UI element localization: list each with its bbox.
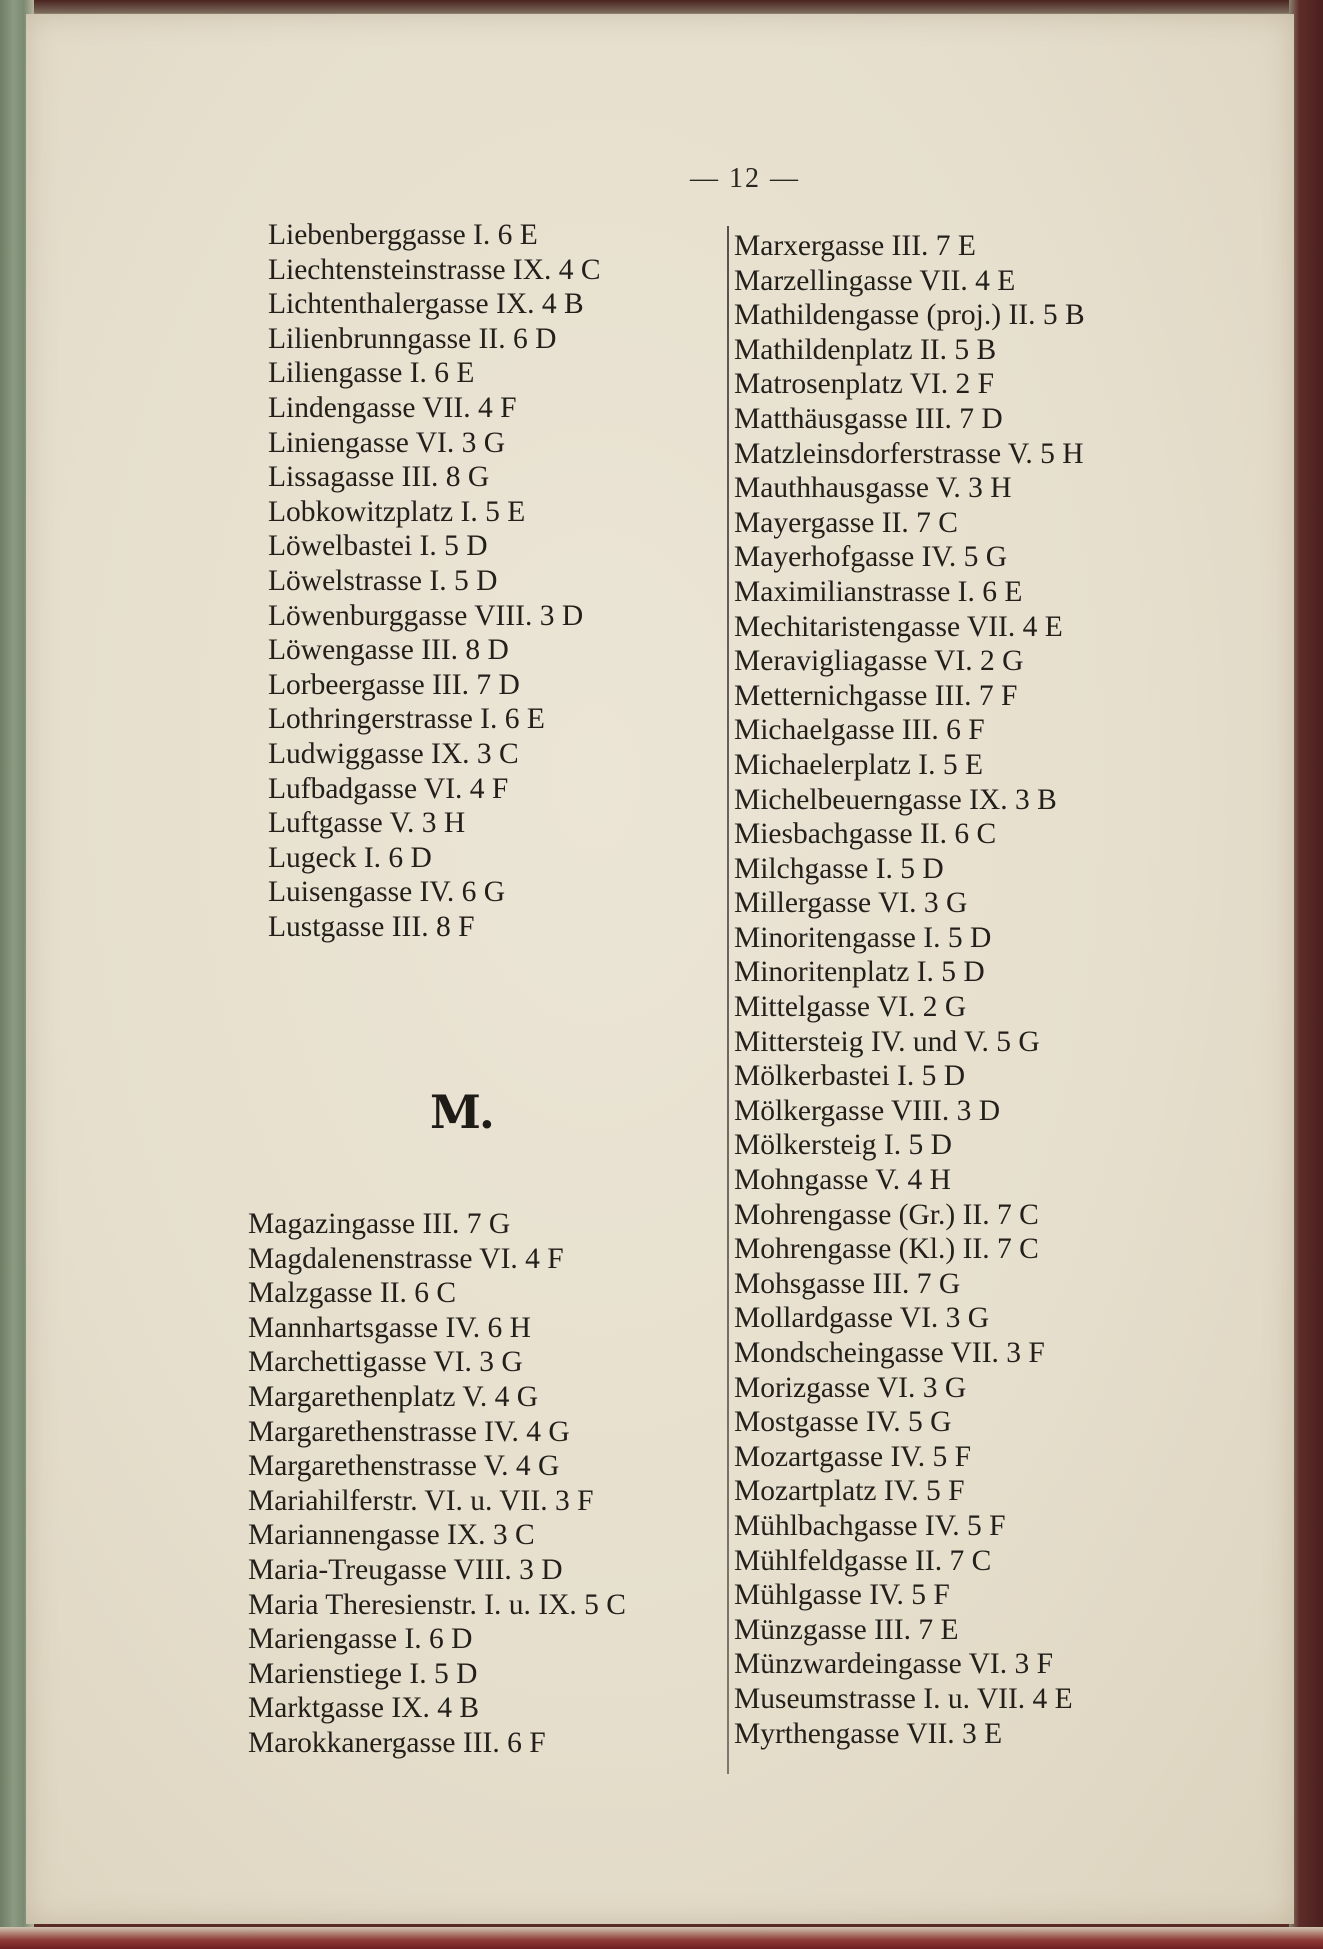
street-entry: Ludwiggasse IX. 3 C <box>268 737 519 770</box>
street-entry: Luftgasse V. 3 H <box>268 807 466 840</box>
street-entry: Marchettigasse VI. 3 G <box>248 1346 523 1379</box>
page-number: — 12 — <box>690 163 800 194</box>
street-entry: Mostgasse IV. 5 G <box>734 1406 952 1439</box>
street-entry: Mauthhausgasse V. 3 H <box>734 472 1012 505</box>
street-entry: Marktgasse IX. 4 B <box>248 1692 480 1725</box>
street-entry: Maximilianstrasse I. 6 E <box>734 575 1023 608</box>
street-entry: Matthäusgasse III. 7 D <box>734 402 1003 435</box>
street-entry: Mathildengasse (proj.) II. 5 B <box>734 299 1085 332</box>
street-entry: Liniengasse VI. 3 G <box>268 426 506 459</box>
street-entry: Löwengasse III. 8 D <box>268 634 509 667</box>
street-entry: Lothringerstrasse I. 6 E <box>268 703 545 736</box>
street-entry: Michelbeuerngasse IX. 3 B <box>734 783 1057 816</box>
street-entry: Mohsgasse III. 7 G <box>734 1267 961 1300</box>
street-entry: Mayergasse II. 7 C <box>734 506 958 539</box>
street-entry: Mühlfeldgasse II. 7 C <box>734 1544 992 1577</box>
street-entry: Mayerhofgasse IV. 5 G <box>734 541 1008 574</box>
street-entry: Marokkanergasse III. 6 F <box>248 1726 546 1759</box>
street-entry: Maria-Treugasse VIII. 3 D <box>248 1553 563 1586</box>
street-entry: Morizgasse VI. 3 G <box>734 1371 967 1404</box>
street-entry: Mariahilferstr. VI. u. VII. 3 F <box>248 1484 594 1517</box>
street-entry: Museumstrasse I. u. VII. 4 E <box>734 1682 1073 1715</box>
street-entry: Mannhartsgasse IV. 6 H <box>248 1311 531 1344</box>
street-entry: Löwenburggasse VIII. 3 D <box>268 599 584 632</box>
street-entry: Luisengasse IV. 6 G <box>268 876 506 909</box>
street-entry: Liliengasse I. 6 E <box>268 357 475 390</box>
street-entry: Milchgasse I. 5 D <box>734 852 944 885</box>
street-entry: Münzwardeingasse VI. 3 F <box>734 1648 1053 1681</box>
street-entry: Lissagasse III. 8 G <box>268 461 490 494</box>
street-entry: Minoritenplatz I. 5 D <box>734 956 985 989</box>
street-entry: Lichtenthalergasse IX. 4 B <box>268 288 584 321</box>
street-entry: Mathildenplatz II. 5 B <box>734 333 997 366</box>
street-entry: Meravigliagasse VI. 2 G <box>734 645 1024 678</box>
street-entry: Mariannengasse IX. 3 C <box>248 1519 535 1552</box>
street-list-m-left <box>248 1207 626 1761</box>
street-entry: Marienstiege I. 5 D <box>248 1657 478 1690</box>
street-entry: Liebenberggasse I. 6 E <box>268 219 538 251</box>
street-entry: Mozartplatz IV. 5 F <box>734 1475 965 1508</box>
column-divider <box>727 226 729 1774</box>
street-entry: Marxergasse III. 7 E <box>734 230 976 262</box>
street-entry: Matrosenplatz VI. 2 F <box>734 368 994 401</box>
street-entry: Mühlgasse IV. 5 F <box>734 1579 950 1612</box>
book-page <box>26 14 1294 1924</box>
street-entry: Mohngasse V. 4 H <box>734 1164 951 1197</box>
street-list-m-right <box>734 229 1085 1751</box>
street-entry: Mühlbachgasse IV. 5 F <box>734 1509 1006 1542</box>
street-entry: Magazingasse III. 7 G <box>248 1208 511 1240</box>
street-entry: Magdalenenstrasse VI. 4 F <box>248 1242 564 1275</box>
street-entry: Mondscheingasse VII. 3 F <box>734 1337 1045 1369</box>
street-entry: Matzleinsdorferstrasse V. 5 H <box>734 437 1084 470</box>
street-entry: Mollardgasse VI. 3 G <box>734 1302 990 1335</box>
section-heading: M. <box>430 1085 493 1139</box>
street-entry: Myrthengasse VII. 3 E <box>734 1717 1003 1750</box>
street-entry: Mechitaristengasse VII. 4 E <box>734 610 1063 643</box>
street-entry: Lugeck I. 6 D <box>268 841 432 874</box>
street-entry: Lufbadgasse VI. 4 F <box>268 772 509 805</box>
street-entry: Mariengasse I. 6 D <box>248 1623 473 1656</box>
street-entry: Michaelerplatz I. 5 E <box>734 748 983 781</box>
street-entry: Mittelgasse VI. 2 G <box>734 991 967 1024</box>
street-entry: Mölkerbastei I. 5 D <box>734 1060 966 1093</box>
street-entry: Mölkergasse VIII. 3 D <box>734 1094 1001 1127</box>
street-entry: Löwelbastei I. 5 D <box>268 530 488 563</box>
street-entry: Mölkersteig I. 5 D <box>734 1129 952 1162</box>
street-entry: Minoritengasse I. 5 D <box>734 921 992 954</box>
street-entry: Margarethenplatz V. 4 G <box>248 1380 539 1413</box>
street-entry: Metternichgasse III. 7 F <box>734 679 1018 712</box>
street-entry: Marzellingasse VII. 4 E <box>734 264 1016 297</box>
street-entry: Michaelgasse III. 6 F <box>734 714 985 747</box>
street-entry: Mohrengasse (Kl.) II. 7 C <box>734 1233 1039 1266</box>
street-entry: Lustgasse III. 8 F <box>268 910 475 943</box>
street-entry: Millergasse VI. 3 G <box>734 887 968 920</box>
street-entry: Lindengasse VII. 4 F <box>268 391 517 424</box>
street-entry: Mozartgasse IV. 5 F <box>734 1440 972 1473</box>
book-cover-right <box>1289 0 1323 1949</box>
street-entry: Lorbeergasse III. 7 D <box>268 668 520 701</box>
street-entry: Margarethenstrasse IV. 4 G <box>248 1415 570 1448</box>
street-entry: Margarethenstrasse V. 4 G <box>248 1450 560 1483</box>
street-entry: Malzgasse II. 6 C <box>248 1277 457 1310</box>
street-entry: Lobkowitzplatz I. 5 E <box>268 495 526 528</box>
street-entry: Miesbachgasse II. 6 C <box>734 818 997 851</box>
street-list-l <box>268 218 601 944</box>
book-cover-bottom <box>0 1927 1323 1949</box>
street-entry: Maria Theresienstr. I. u. IX. 5 C <box>248 1588 626 1621</box>
street-entry: Löwelstrasse I. 5 D <box>268 564 498 597</box>
street-entry: Lilienbrunngasse II. 6 D <box>268 322 557 355</box>
street-entry: Münzgasse III. 7 E <box>734 1613 959 1646</box>
street-entry: Mohrengasse (Gr.) II. 7 C <box>734 1198 1039 1231</box>
street-entry: Liechtensteinstrasse IX. 4 C <box>268 253 601 286</box>
street-entry: Mittersteig IV. und V. 5 G <box>734 1025 1040 1058</box>
